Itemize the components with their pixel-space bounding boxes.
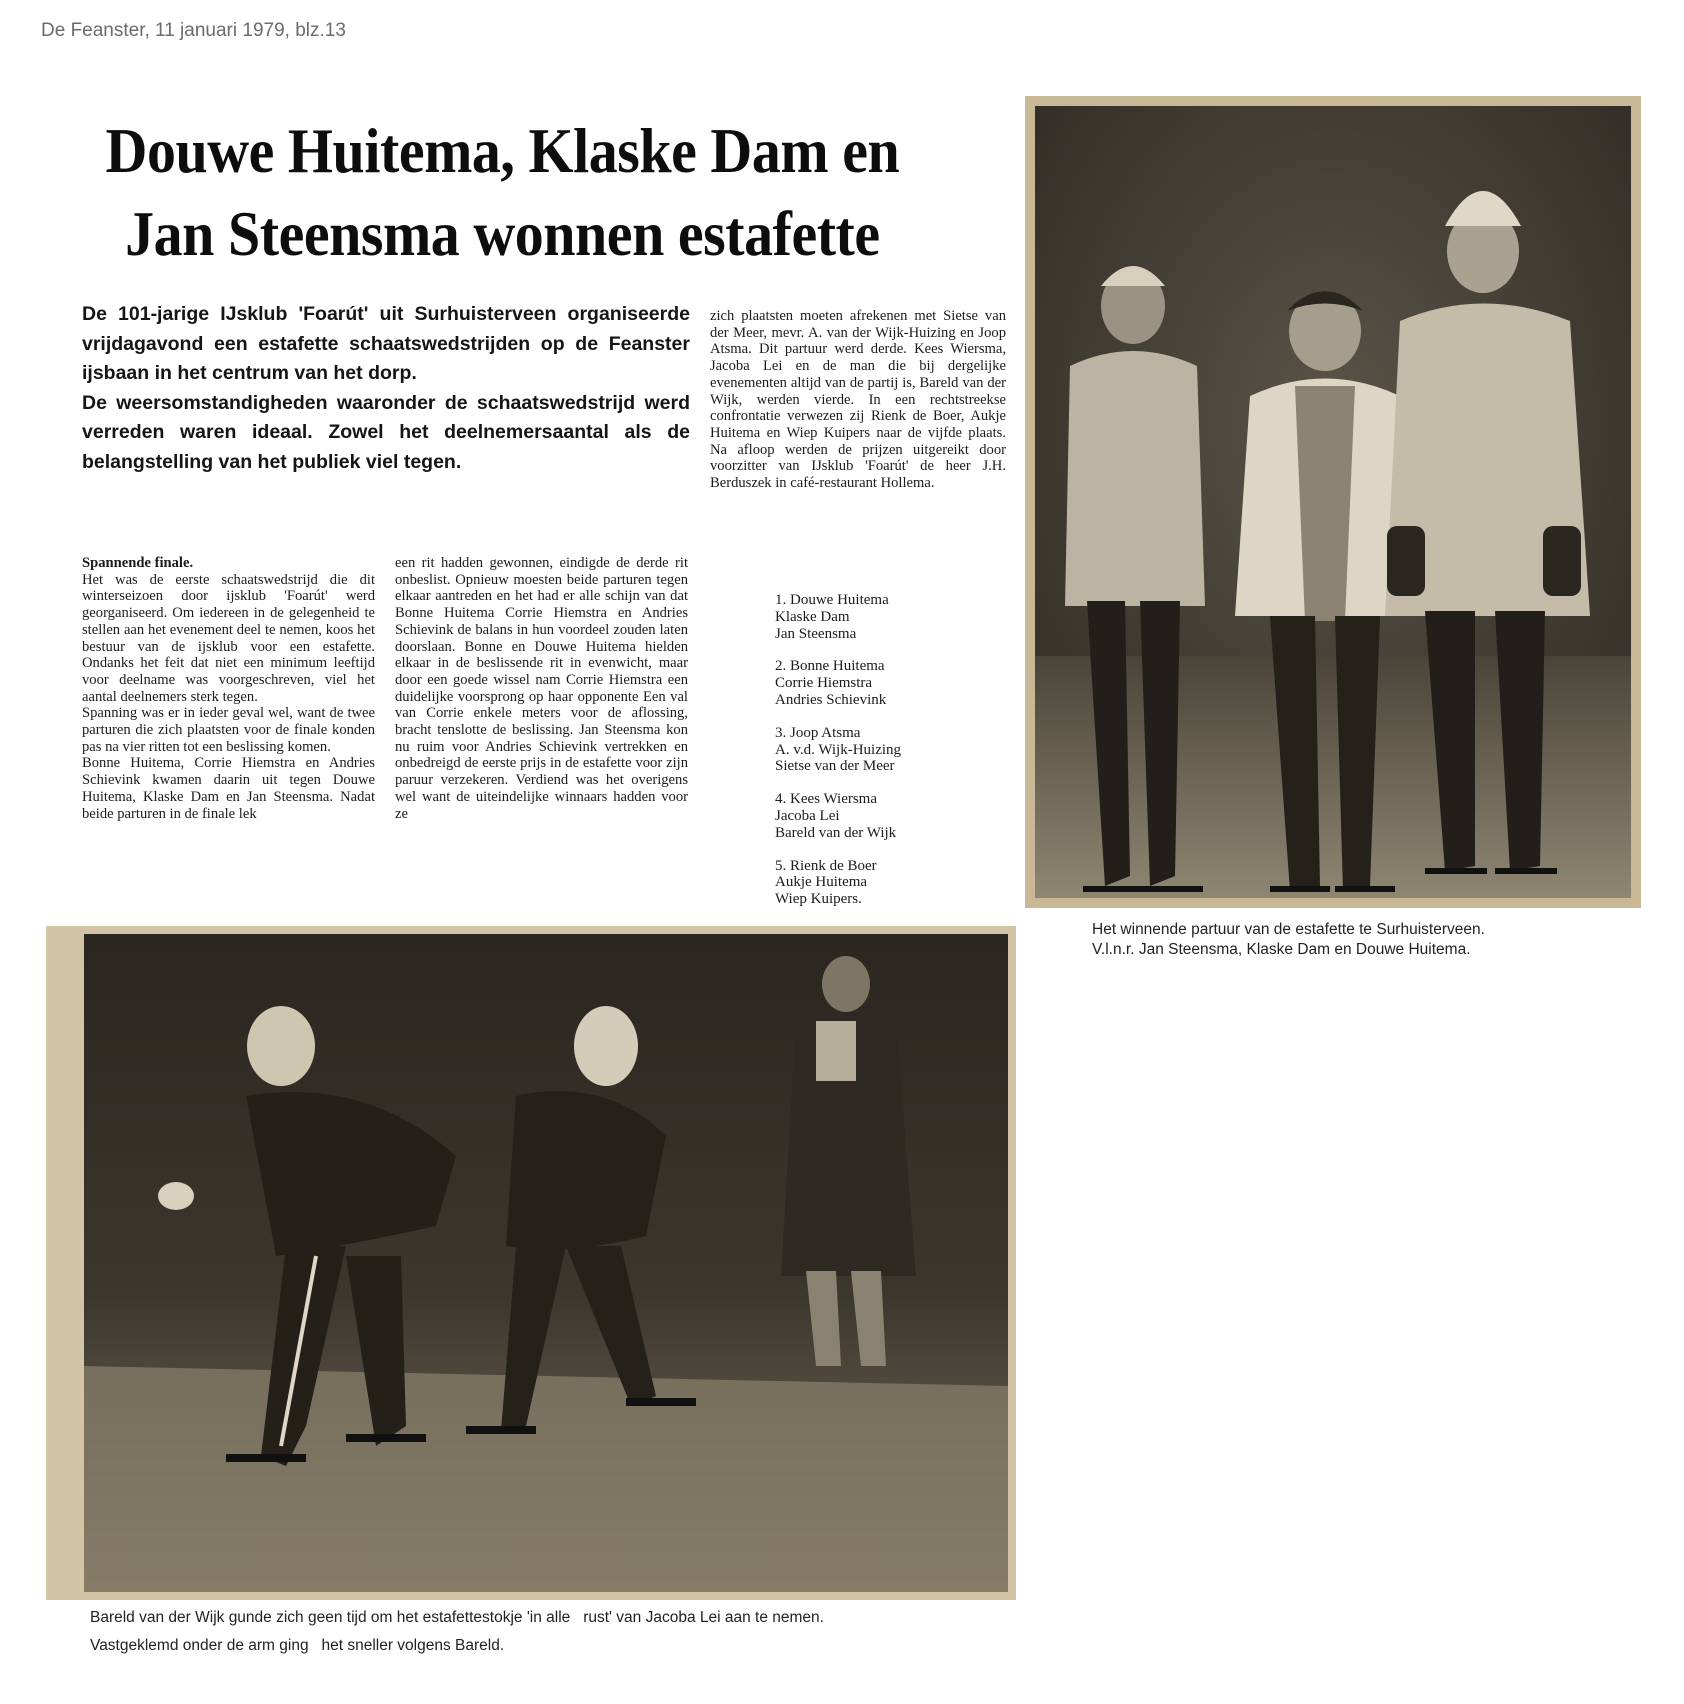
photo-caption-baton-exchange [90,1608,1030,1656]
result-item [775,858,901,908]
result-line: Wiep Kuipers. [775,891,862,908]
results-list [775,592,901,924]
intro-paragraph: De 101-jarige IJsklub 'Foarút' uit Surhuisterveen organiseerde vrijdagavond een estafette schaatswedstrijden op de Feanster ijsbaan in het centrum van het dorp. [82,303,690,384]
result-line: 2. Bonne Huitema [775,658,885,675]
article-paragraph: Het was de eerste schaatswedstrijd die dit winterseizoen door ijsklub 'Foarút' werd georganiseerd. Om iedereen in de gelegenheid te stellen aan het evenement deel te nemen, koos het bestuur van de ijsklub voor een estafette. Ondanks het feit dat niet een minimum leeftijd voor deelname was voorgeschreven, viel het aantal deelnemers sterk tegen. [82,571,375,705]
intro-paragraph: De weersomstandigheden waaronder de schaatswedstrijd werd verreden waren ideaal. Zowel het deelnemersaantal als de belangstelling van het publiek viel tegen. [82,391,690,473]
result-line: Sietse van der Meer [775,758,895,775]
result-line: Aukje Huitema [775,874,868,891]
result-line: Andries Schievink [775,691,887,708]
result-line: 1. Douwe Huitema [775,592,889,608]
intro-lead [82,300,690,477]
headline-line-2: Jan Steensma wonnen estafette [125,199,880,269]
photo-caption-winning-team [1092,920,1652,960]
caption-line: Vastgeklemd onder de arm ging het sneller volgens Bareld. [90,1637,505,1654]
article-paragraph: Spanning was er in ieder geval wel, want de twee parturen die zich plaatsten voor de finale konden pas na vier ritten tot een beslissing komen. [82,705,375,755]
source-line: De Feanster, 11 januari 1979, blz.13 [41,20,346,41]
article-paragraph: Bonne Huitema, Corrie Hiemstra en Andries Schievink kwamen daarin uit tegen Douwe Huitema, Klaske Dam en Jan Steensma. Nadat beide parturen in de finale lek [82,755,375,822]
result-line: Jacoba Lei [775,807,840,824]
article-column-3 [710,308,1006,492]
photo-winning-team [1025,96,1641,908]
result-line: 4. Kees Wiersma [775,791,878,808]
article-paragraph: een rit hadden gewonnen, eindigde de derde rit onbeslist. Opnieuw moesten beide parturen tegen elkaar aantreden en het had er alle schijn van dat Bonne Huitema Corrie Hiemstra en Andries Schievink de balans in hun voordeel zouden laten doorslaan. Bonne en Douwe Huitema hielden elkaar in de beslissende rit in evenwicht, maar door een goede wissel nam Corrie Hiemstra een duidelijke voorsprong op haar opponente Een val van Corrie enkele meters voor de aflossing, bracht tenslotte de beslissing. Jan Steensma kon nu ruim voor Andries Schievink vertrekken en onbedreigd de eerste prijs in de estafette voor zijn paruur verzekeren. Verdiend was het overigens wel want de uiteindelijke winnaars hadden voor ze [395,555,688,822]
caption-line: Het winnende partuur van de estafette te Surhuisterveen. [1092,921,1485,938]
result-item [775,592,901,642]
caption-line: Bareld van der Wijk gunde zich geen tijd om het estafettestokje 'in alle rust' van Jacoba Lei aan te nemen. [90,1609,824,1626]
article-subhead: Spannende finale. [82,555,194,571]
article-column-2 [395,555,688,822]
result-line: Klaske Dam [775,608,850,625]
result-line: 5. Rienk de Boer [775,857,877,874]
result-line: Corrie Hiemstra [775,675,873,692]
headline [70,110,935,276]
headline-line-1: Douwe Huitema, Klaske Dam en [105,116,900,186]
caption-line: V.l.n.r. Jan Steensma, Klaske Dam en Douwe Huitema. [1092,941,1471,958]
result-line: Bareld van der Wijk [775,824,897,841]
article-column-1 [82,555,375,822]
result-line: A. v.d. Wijk-Huizing [775,741,902,758]
result-item [775,658,901,708]
result-item [775,791,901,841]
result-line: 3. Joop Atsma [775,724,861,741]
result-item [775,725,901,775]
result-line: Jan Steensma [775,625,857,642]
photo-baton-exchange [46,926,1016,1600]
article-paragraph: zich plaatsten moeten afrekenen met Sietse van der Meer, mevr. A. van der Wijk-Huizing en Joop Atsma. Dit partuur werd derde. Kees Wiersma, Jacoba Lei en de man die bij dergelijke evenementen altijd van de partij is, Bareld van der Wijk, werden vierde. In een rechtstreekse confrontatie verwezen zij Rienk de Boer, Aukje Huitema en Wiep Kuipers naar de vijfde plaats. Na afloop werden de prijzen uitgereikt door voorzitter van IJsklub 'Foarút' de heer J.H. Berduszek in café-restaurant Hollema. [710,308,1006,492]
